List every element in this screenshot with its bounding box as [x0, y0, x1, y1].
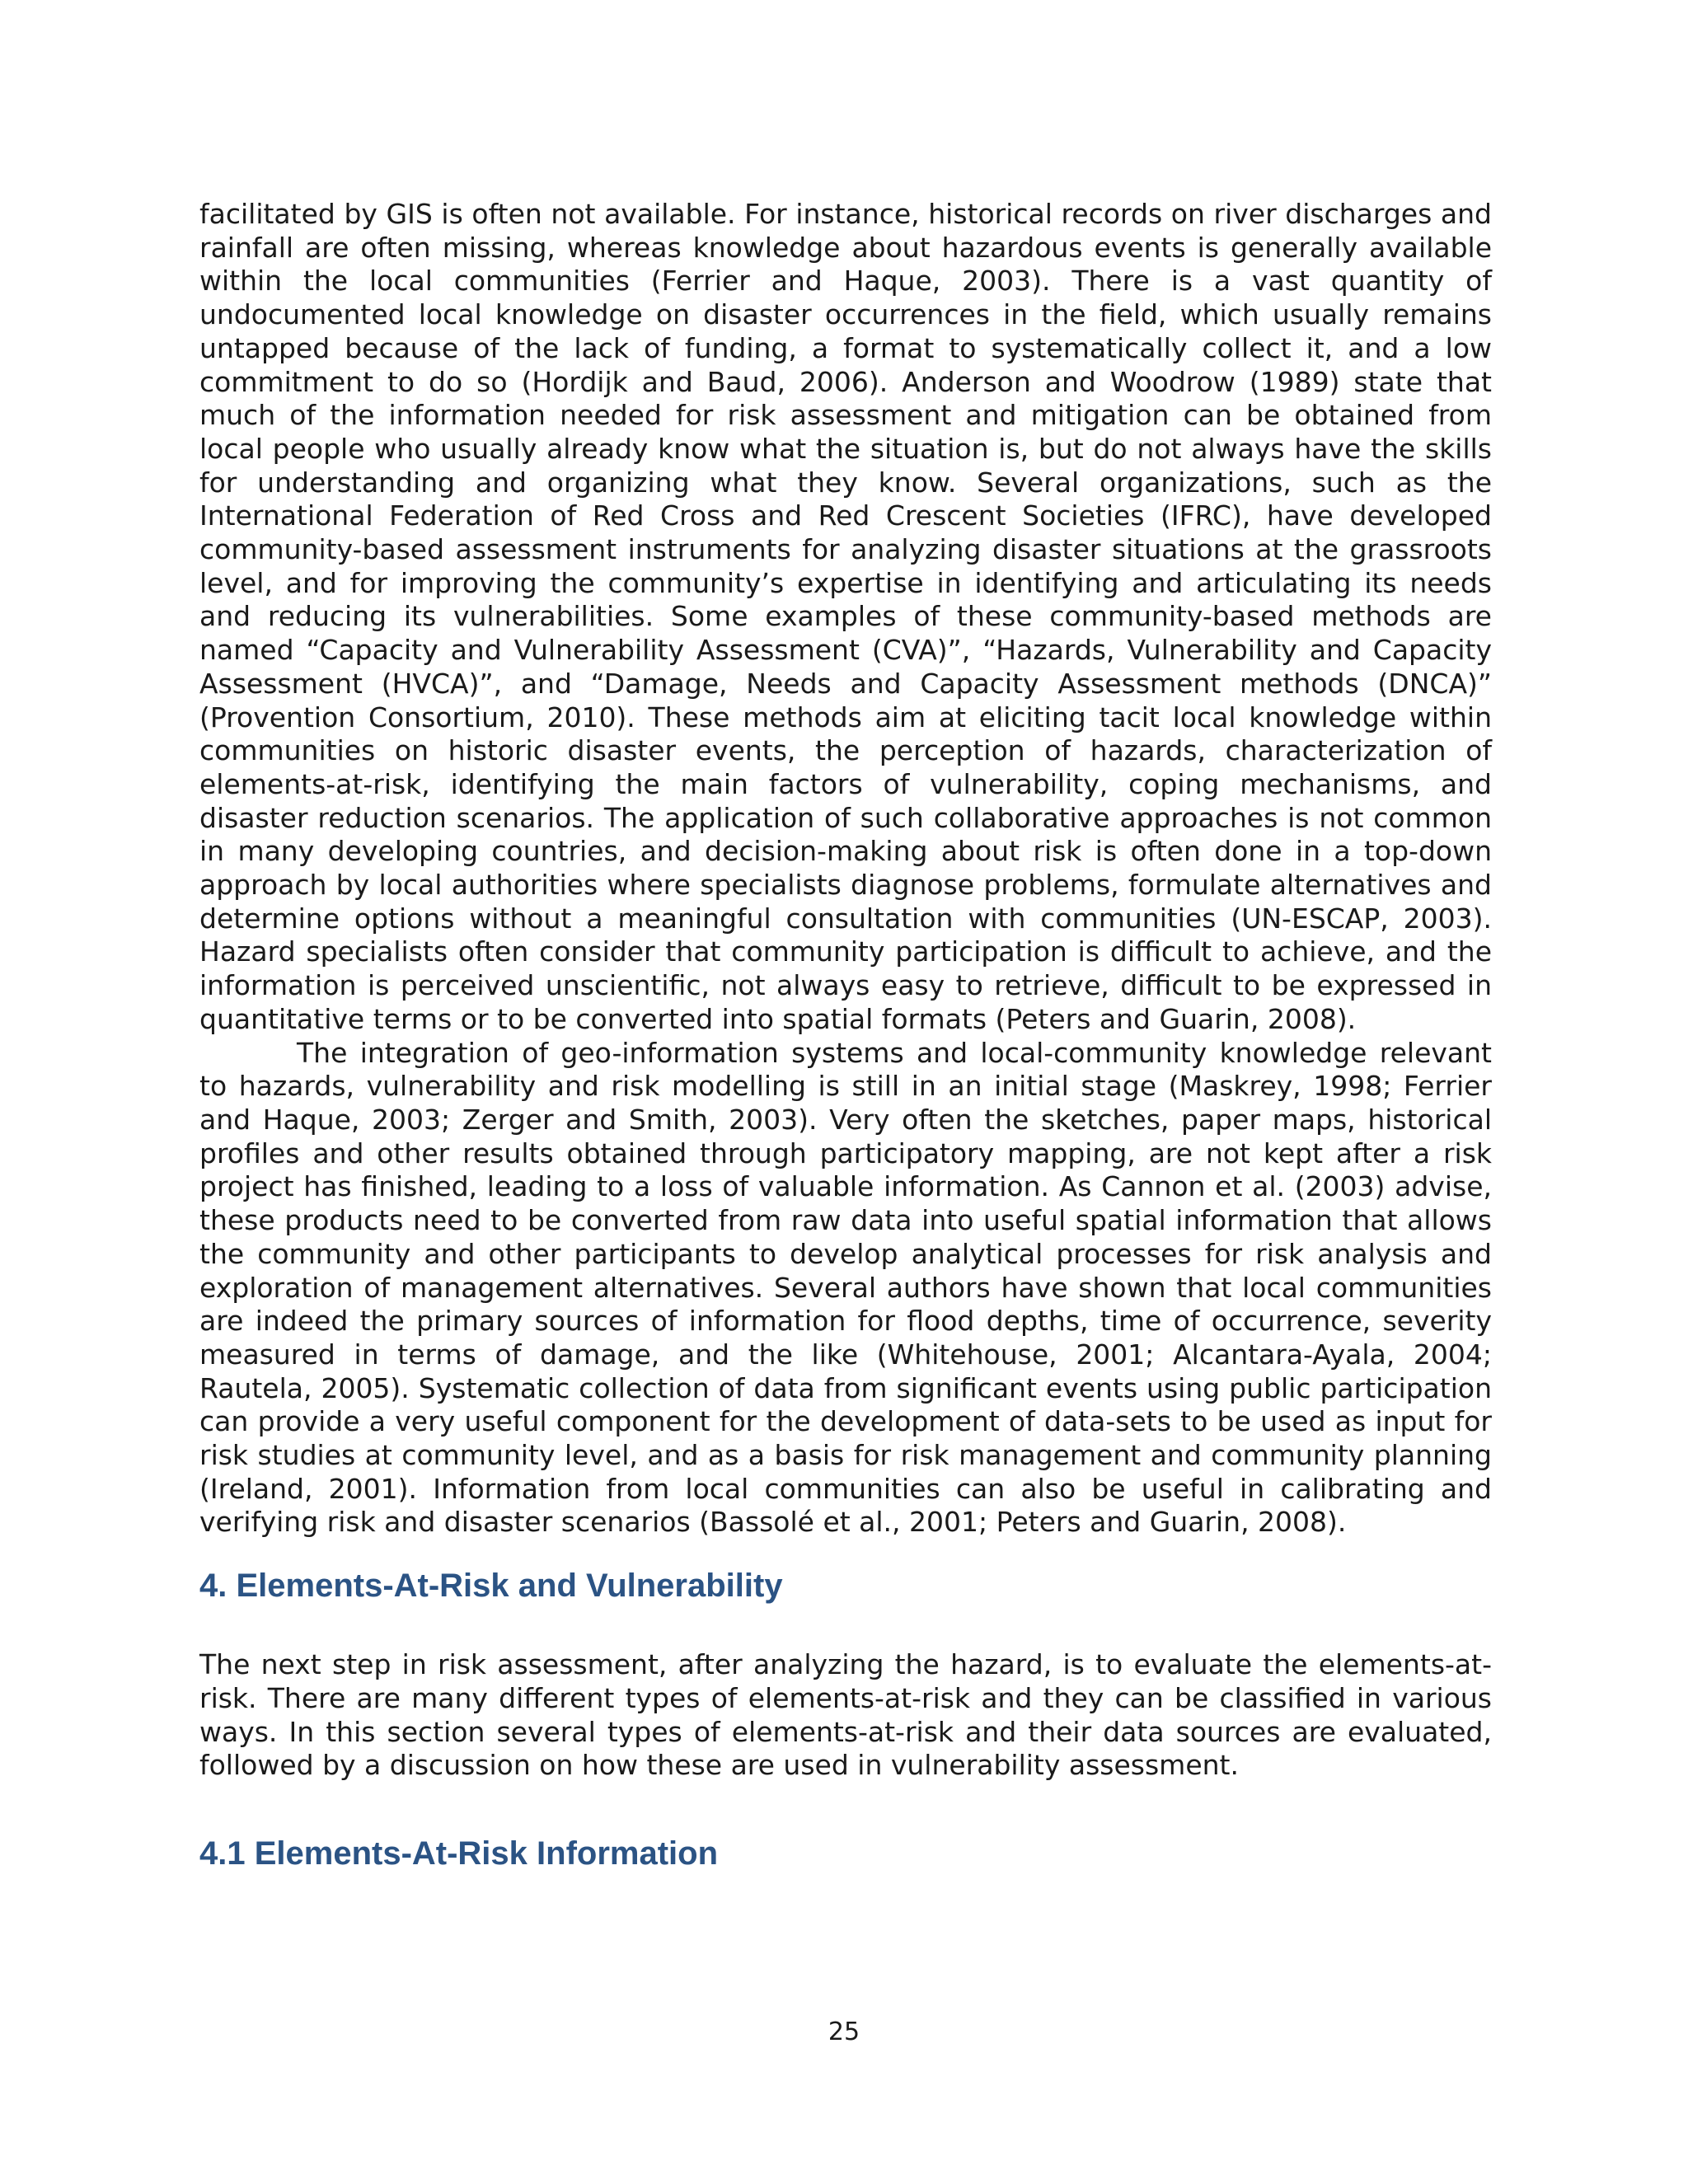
body-paragraph-1: facilitated by GIS is often not available. For instance, historical records on river discharges and rainfall are often missing, whereas knowledge about hazardous events is generally available within the local communities (Ferrier and Haque, 2003). There is a vast quantity of undocumented local knowledge on disaster occurrences in the field, which usually remains untapped because of the lack of funding, a format to systematically collect it, and a low commitment to do so (Hordijk and Baud, 2006). Anderson and Woodrow (1989) state that much of the information needed for risk assessment and mitigation can be obtained from local people who usually already know what the situation is, but do not always have the skills for understanding and organizing what they know. Several organizations, such as the International Federation of Red Cross and Red Crescent Societies (IFRC), have developed community-based assessment instruments for analyzing disaster situations at the grassroots level, and for improving the community’s expertise in identifying and articulating its needs and reducing its vulnerabilities. Some examples of these community-based methods are named “Capacity and Vulnerability Assessment (CVA)”, “Hazards, Vulnerability and Capacity Assessment (HVCA)”, and “Damage, Needs and Capacity Assessment methods (DNCA)” (Provention Consortium, 2010). These methods aim at eliciting tacit local knowledge within communities on historic disaster events, the perception of hazards, characterization of elements-at-risk, identifying the main factors of vulnerability, coping mechanisms, and disaster reduction scenarios. The application of such collaborative approaches is not common in many developing countries, and decision-making about risk is often done in a top-down approach by local authorities where specialists diagnose problems, formulate alternatives and determine options without a meaningful consultation with communities (UN-ESCAP, 2003). Hazard specialists often consider that community participation is difficult to achieve, and the information is perceived unscientific, not always easy to retrieve, difficult to be expressed in quantitative terms or to be converted into spatial formats (Peters and Guarin, 2008).: [199, 198, 1492, 1035]
section-heading: 4. Elements-At-Risk and Vulnerability: [199, 1568, 783, 1605]
body-paragraph-3: The next step in risk assessment, after analyzing the hazard, is to evaluate the elements-at-risk. There are many different types of elements-at-risk and they can be classified in various ways. In this section several types of elements-at-risk and their data sources are evaluated, followed by a discussion on how these are used in vulnerability assessment.: [199, 1648, 1492, 1782]
body-paragraph-2: The integration of geo-information systems and local-community knowledge relevant to hazards, vulnerability and risk modelling is still in an initial stage (Maskrey, 1998; Ferrier and Haque, 2003; Zerger and Smith, 2003). Very often the sketches, paper maps, historical profiles and other results obtained through participatory mapping, are not kept after a risk project has finished, leading to a loss of valuable information. As Cannon et al. (2003) advise, these products need to be converted from raw data into useful spatial information that allows the community and other participants to develop analytical processes for risk analysis and exploration of management alternatives. Several authors have shown that local communities are indeed the primary sources of information for flood depths, time of occurrence, severity measured in terms of damage, and the like (Whitehouse, 2001; Alcantara-Ayala, 2004; Rautela, 2005). Systematic collection of data from significant events using public participation can provide a very useful component for the development of data-sets to be used as input for risk studies at community level, and as a basis for risk management and community planning (Ireland, 2001). Information from local communities can also be useful in calibrating and verifying risk and disaster scenarios (Bassolé et al., 2001; Peters and Guarin, 2008).: [199, 1036, 1492, 1539]
page-number: 25: [828, 2018, 860, 2046]
document-page: [199, 198, 1492, 1873]
subsection-heading: 4.1 Elements-At-Risk Information: [199, 1835, 719, 1872]
